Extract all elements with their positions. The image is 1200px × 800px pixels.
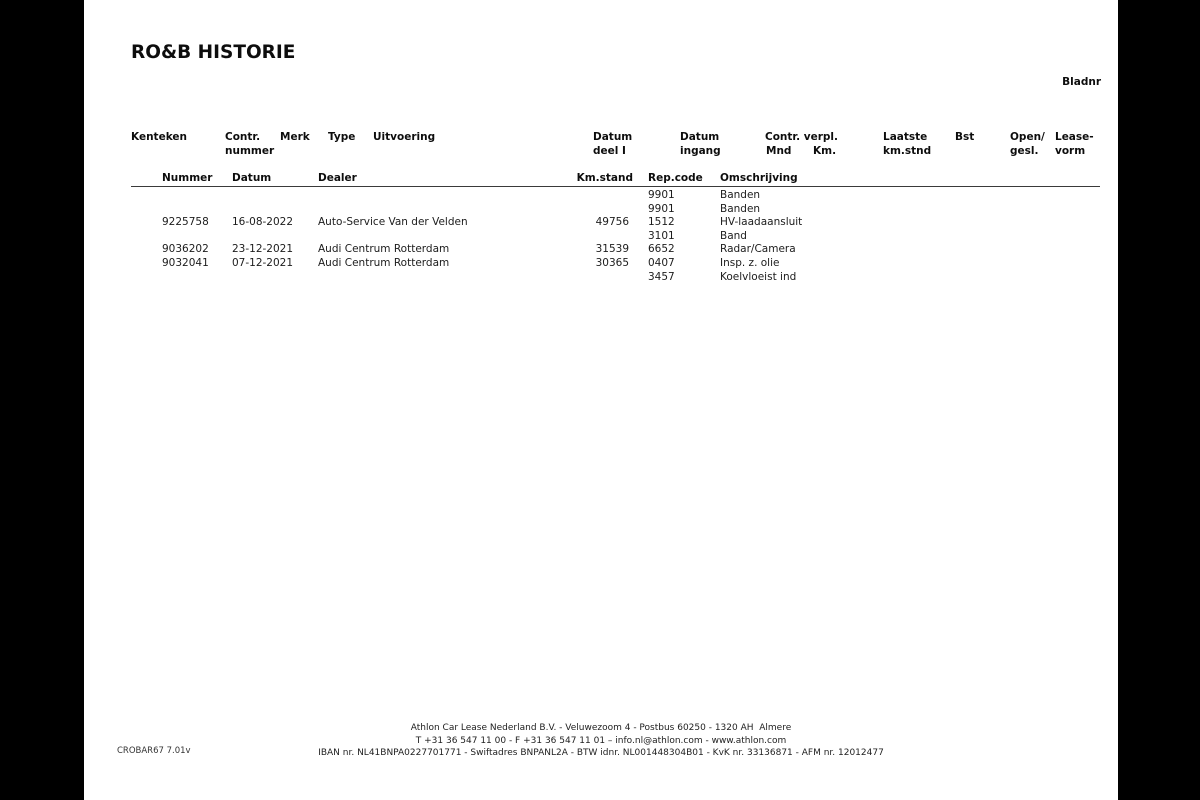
cell-kmstand: 49756 bbox=[595, 216, 629, 229]
col-header-leasevorm: Lease- vorm bbox=[1055, 131, 1094, 157]
col-header-datum: Datum bbox=[232, 172, 272, 184]
col-header-contr-nummer: Contr. nummer bbox=[225, 131, 275, 157]
col-header-merk: Merk bbox=[280, 131, 310, 143]
cell-datum: 16-08-2022 bbox=[232, 216, 294, 229]
company-footer bbox=[84, 722, 1118, 760]
report-page bbox=[84, 0, 1118, 800]
table-row bbox=[84, 203, 1118, 217]
table-row bbox=[84, 230, 1118, 244]
col-header-omschrijving: Omschrijving bbox=[720, 172, 798, 184]
col-header-contr-verpl: Contr. verpl. bbox=[765, 131, 838, 143]
cell-repcode: 3457 bbox=[648, 270, 675, 283]
cell-dealer: Audi Centrum Rotterdam bbox=[318, 243, 450, 256]
cell-omschrijving: Banden bbox=[720, 202, 761, 215]
col-header-mnd: Mnd bbox=[766, 144, 792, 157]
table-row bbox=[84, 271, 1118, 285]
cell-omschrijving: Band bbox=[720, 229, 747, 242]
cell-repcode: 0407 bbox=[648, 256, 675, 269]
cell-omschrijving: Radar/Camera bbox=[720, 243, 796, 256]
col-header-repcode: Rep.code bbox=[648, 172, 703, 184]
cell-omschrijving: Banden bbox=[720, 189, 761, 201]
footer-address-line: Athlon Car Lease Nederland B.V. - Veluwezoom 4 - Postbus 60250 - 1320 AH Almere bbox=[410, 723, 792, 733]
cell-omschrijving: Insp. z. olie bbox=[720, 256, 780, 269]
history-table-body bbox=[84, 189, 1118, 284]
cell-repcode: 9901 bbox=[648, 202, 675, 215]
cell-nummer: 9036202 bbox=[162, 243, 209, 256]
cell-repcode: 1512 bbox=[648, 216, 675, 229]
cell-dealer: Audi Centrum Rotterdam bbox=[318, 256, 450, 269]
page-title: RO&B HISTORIE bbox=[131, 42, 296, 63]
table-row bbox=[84, 243, 1118, 257]
footer-registration-line: IBAN nr. NL41BNPA0227701771 - Swiftadres BNPANL2A - BTW idnr. NL001448304B01 - KvK nr. 33136871 - AFM nr. 12012477 bbox=[318, 748, 884, 759]
col-header-km: Km. bbox=[813, 144, 837, 157]
col-header-nummer: Nummer bbox=[162, 172, 213, 184]
report-version-code: CROBAR67 7.01v bbox=[117, 746, 191, 756]
col-header-dealer: Dealer bbox=[318, 172, 357, 184]
col-header-kenteken: Kenteken bbox=[131, 131, 187, 143]
cell-repcode: 9901 bbox=[648, 189, 675, 201]
col-header-datum-deel-1: Datum deel I bbox=[593, 131, 633, 157]
table-row bbox=[84, 189, 1118, 203]
col-header-open-gesl: Open/ gesl. bbox=[1010, 131, 1045, 157]
footer-contact-line: T +31 36 547 11 00 - F +31 36 547 11 01 – info.nl@athlon.com - www.athlon.com bbox=[415, 735, 787, 746]
cell-dealer: Auto-Service Van der Velden bbox=[318, 216, 468, 229]
letterbox-left bbox=[0, 0, 84, 800]
table-row bbox=[84, 257, 1118, 271]
bladnr-label: Bladnr bbox=[1062, 76, 1101, 88]
cell-omschrijving: HV-laadaansluit bbox=[720, 216, 803, 229]
col-header-uitvoering: Uitvoering bbox=[373, 131, 436, 143]
table-row bbox=[84, 216, 1118, 230]
col-header-bst: Bst bbox=[955, 131, 975, 143]
letterbox-right bbox=[1118, 0, 1200, 800]
cell-datum: 07-12-2021 bbox=[232, 256, 294, 269]
col-header-kmstand: Km.stand bbox=[576, 172, 633, 184]
col-header-laatste-kmstnd: Laatste km.stnd bbox=[883, 131, 932, 157]
header-underline bbox=[131, 186, 1100, 187]
cell-repcode: 6652 bbox=[648, 243, 675, 256]
cell-kmstand: 31539 bbox=[595, 243, 629, 256]
cell-omschrijving: Koelvloeist ind bbox=[720, 270, 797, 283]
cell-nummer: 9225758 bbox=[162, 216, 209, 229]
cell-repcode: 3101 bbox=[648, 229, 675, 242]
cell-nummer: 9032041 bbox=[162, 256, 209, 269]
col-header-type: Type bbox=[328, 131, 356, 143]
col-header-datum-ingang: Datum ingang bbox=[680, 131, 721, 157]
cell-datum: 23-12-2021 bbox=[232, 243, 294, 256]
cell-kmstand: 30365 bbox=[595, 256, 629, 269]
